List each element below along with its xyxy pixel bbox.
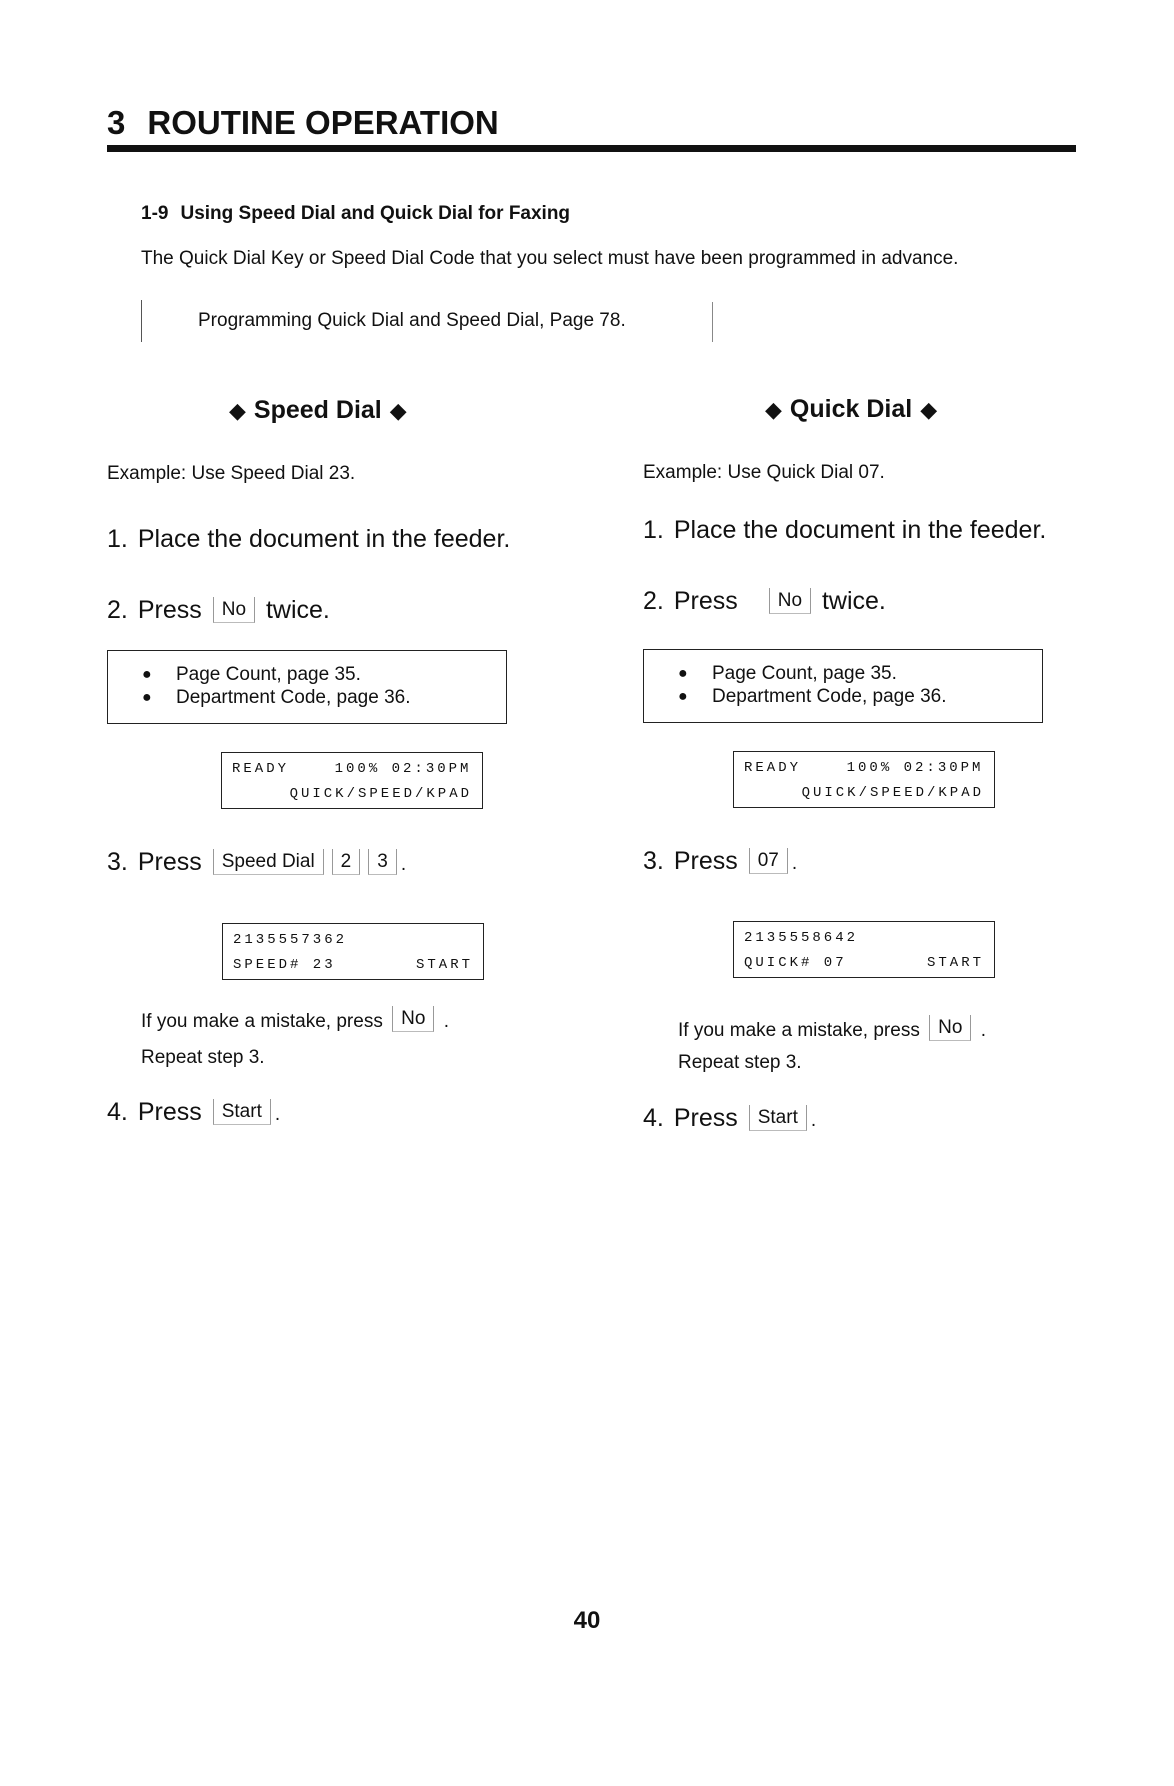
list-item [142,663,506,686]
speed-step-4 [107,1098,280,1127]
step-number: 4. [107,1098,128,1126]
bullet-icon: ● [142,666,152,683]
page-number: 40 [573,1607,601,1634]
mistake-text: If you make a mistake, press [141,1011,383,1032]
press-label: Press [137,1098,202,1126]
speed-display-number [222,923,484,980]
step-end: . [400,854,407,875]
bullet-icon: ● [142,689,152,706]
press-label: Press [673,587,738,615]
diamond-icon: ◆ [229,398,246,423]
note-text: Page Count, page 35. [176,664,361,685]
quick-dial-heading-text: Quick Dial [789,395,913,423]
reference-note-text: Programming Quick Dial and Speed Dial, Page 78. [198,310,626,331]
no-key: No [392,1006,434,1032]
digit-2-key: 2 [332,849,361,875]
list-item [678,662,1042,685]
diamond-icon: ◆ [920,397,938,422]
chapter-title [107,104,499,142]
step-number: 3. [643,847,664,875]
quick-mistake-note [678,1015,986,1042]
quick-step-1 [643,516,1046,545]
chapter-rule [107,145,1076,152]
step-text: Place the document in the feeder. [673,516,1047,544]
display-line-1: 2135557362 [233,932,348,948]
note-text: Department Code, page 36. [712,686,947,707]
list-item [678,685,1042,708]
step-end: . [791,853,798,874]
step-text: twice. [821,587,886,615]
speed-dial-heading-text: Speed Dial [253,396,382,424]
no-key: No [213,597,255,623]
speed-dial-example: Example: Use Speed Dial 23. [107,463,356,484]
reference-note [141,300,713,342]
diamond-icon: ◆ [389,398,407,423]
quick-notes-box [643,649,1043,723]
step-number: 4. [643,1104,664,1132]
display-line-2: QUICK/SPEED/KPAD [289,786,472,802]
note-text: Page Count, page 35. [712,663,897,684]
reference-bar-left [141,300,142,342]
speed-step-3 [107,848,406,877]
mistake-end: . [443,1011,449,1032]
intro-text: The Quick Dial Key or Speed Dial Code that you select must have been programmed in advance. [141,248,959,269]
bullet-icon: ● [678,688,688,705]
speed-step-2 [107,596,330,625]
display-line-2: QUICK/SPEED/KPAD [801,785,984,801]
section-title [141,203,570,225]
speed-step-1 [107,525,510,554]
speed-repeat-note: Repeat step 3. [141,1047,265,1068]
quick-dial-example: Example: Use Quick Dial 07. [643,462,885,483]
diamond-icon: ◆ [765,397,782,422]
digit-3-key: 3 [368,849,397,875]
display-line-2-right: START [926,955,984,971]
quick-display-ready [733,751,995,808]
no-key: No [929,1015,971,1041]
display-line-1: READY 100% 02:30PM [744,760,984,776]
speed-mistake-note [141,1006,449,1033]
speed-dial-heading [221,396,415,425]
quick-07-key: 07 [749,848,788,874]
quick-repeat-note: Repeat step 3. [678,1052,802,1073]
display-line-1: 2135558642 [744,930,859,946]
display-line-1: READY 100% 02:30PM [232,761,472,777]
press-label: Press [673,1104,738,1132]
bullet-icon: ● [678,665,688,682]
speed-dial-key: Speed Dial [213,849,324,875]
reference-bar-right [712,302,713,342]
step-end: . [810,1110,817,1131]
mistake-end: . [980,1020,986,1041]
step-text: Place the document in the feeder. [137,525,511,553]
section-name: Using Speed Dial and Quick Dial for Faxing [180,203,571,224]
quick-display-number [733,921,995,978]
chapter-number: 3 [107,104,126,141]
chapter-name: ROUTINE OPERATION [147,104,499,141]
step-number: 1. [107,525,128,553]
speed-display-ready [221,752,483,809]
step-text: twice. [265,596,330,624]
list-item [142,686,506,709]
note-text: Department Code, page 36. [176,687,411,708]
quick-step-2 [643,587,886,616]
step-number: 2. [643,587,664,615]
quick-step-3 [643,847,797,876]
section-number: 1-9 [141,203,169,224]
quick-step-4 [643,1104,816,1133]
start-key: Start [749,1105,807,1131]
press-label: Press [137,848,202,876]
step-number: 3. [107,848,128,876]
press-label: Press [673,847,738,875]
step-number: 1. [643,516,664,544]
speed-notes-box [107,650,507,724]
display-line-2-left: SPEED# 23 [233,957,336,973]
step-number: 2. [107,596,128,624]
display-line-2-right: START [415,957,473,973]
step-end: . [274,1104,281,1125]
no-key: No [769,588,811,614]
mistake-text: If you make a mistake, press [678,1020,920,1041]
start-key: Start [213,1099,271,1125]
press-label: Press [137,596,202,624]
quick-dial-heading [757,395,945,424]
display-line-2-left: QUICK# 07 [744,955,847,971]
